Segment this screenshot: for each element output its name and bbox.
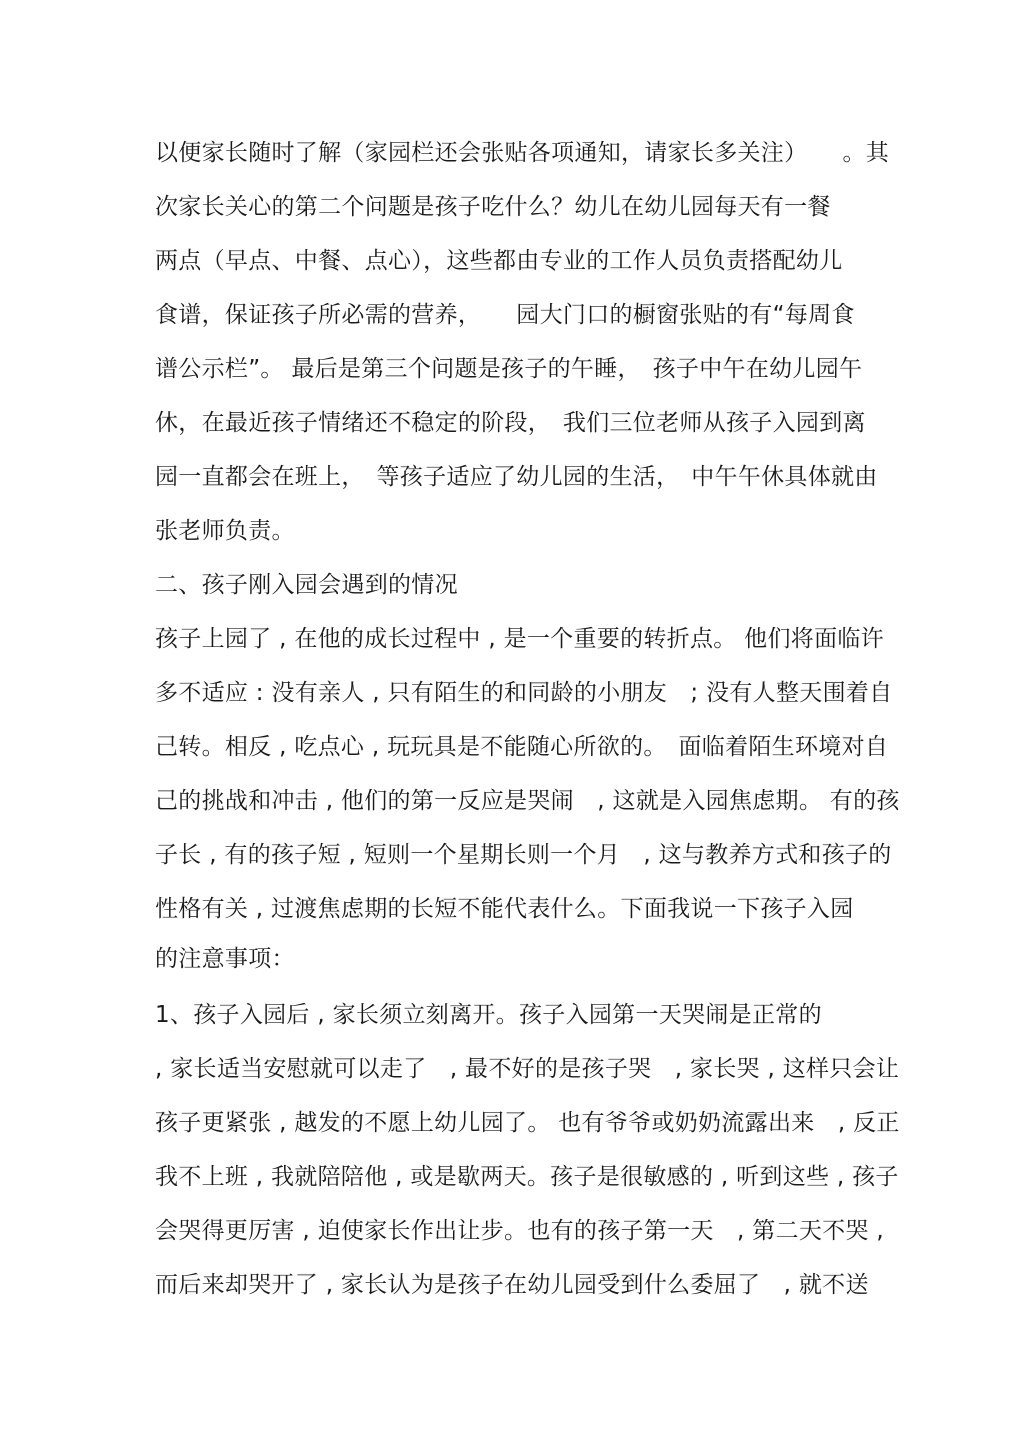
text-line: 我不上班 , 我就陪陪他 , 或是歇两天。孩子是很敏感的 , 听到这些 , 孩子 <box>155 1164 899 1190</box>
text-line: 张老师负责。 <box>155 518 295 544</box>
text-line: 休，在最近孩子情绪还不稳定的阶段， 我们三位老师从孩子入园到离 <box>155 410 866 436</box>
text-line: 孩子更紧张 , 越发的不愿上幼儿园了。 也有爷爷或奶奶流露出来 , 反正 <box>155 1110 900 1136</box>
text-line: 次家长关心的第二个问题是孩子吃什么？幼儿在幼儿园每天有一餐 <box>155 194 831 220</box>
text-line: 己转。相反 , 吃点心 , 玩玩具是不能随心所欲的。 面临着陌生环境对自 <box>155 734 889 760</box>
text-line: 而后来却哭开了 , 家长认为是孩子在幼儿园受到什么委屈了 , 就不送 <box>155 1272 869 1298</box>
text-line: 园一直都会在班上， 等孩子适应了幼儿园的生活， 中午午休具体就由 <box>155 464 878 490</box>
text-line: 会哭得更厉害 , 迫使家长作出让步。也有的孩子第一天 , 第二天不哭 , <box>155 1218 884 1244</box>
text-line: 孩子上园了 , 在他的成长过程中 , 是一个重要的转折点。 他们将面临许 <box>155 626 884 652</box>
text-line: 的注意事项： <box>155 946 295 972</box>
text-line: 谱公示栏”。 最后是第三个问题是孩子的午睡， 孩子中午在幼儿园午 <box>155 356 863 382</box>
text-line: 食谱，保证孩子所必需的营养， 园大门口的橱窗张贴的有“每周食 <box>155 302 855 328</box>
section-heading: 二、孩子刚入园会遇到的情况 <box>155 572 458 598</box>
text-line: 己的挑战和冲击 , 他们的第一反应是哭闹 , 这就是入园焦虑期。 有的孩 <box>155 788 900 814</box>
text-line: 子长 , 有的孩子短 , 短则一个星期长则一个月 , 这与教养方式和孩子的 <box>155 842 892 868</box>
text-line: , 家长适当安慰就可以走了 , 最不好的是孩子哭 , 家长哭 , 这样只会让 <box>155 1056 900 1082</box>
text-line: 两点（早点、中餐、点心），这些都由专业的工作人员负责搭配幼儿 <box>155 248 843 274</box>
text-line: 性格有关 , 过渡焦虑期的长短不能代表什么。下面我说一下孩子入园 <box>155 896 854 922</box>
text-line: 多不适应 : 没有亲人 , 只有陌生的和同龄的小朋友 ; 没有人整天围着自 <box>155 680 893 706</box>
list-item-1: 1、孩子入园后 , 家长须立刻离开。孩子入园第一天哭闹是正常的 <box>155 1002 822 1028</box>
text-line: 以便家长随时了解（家园栏还会张贴各项通知，请家长多关注） 。其 <box>155 140 890 166</box>
